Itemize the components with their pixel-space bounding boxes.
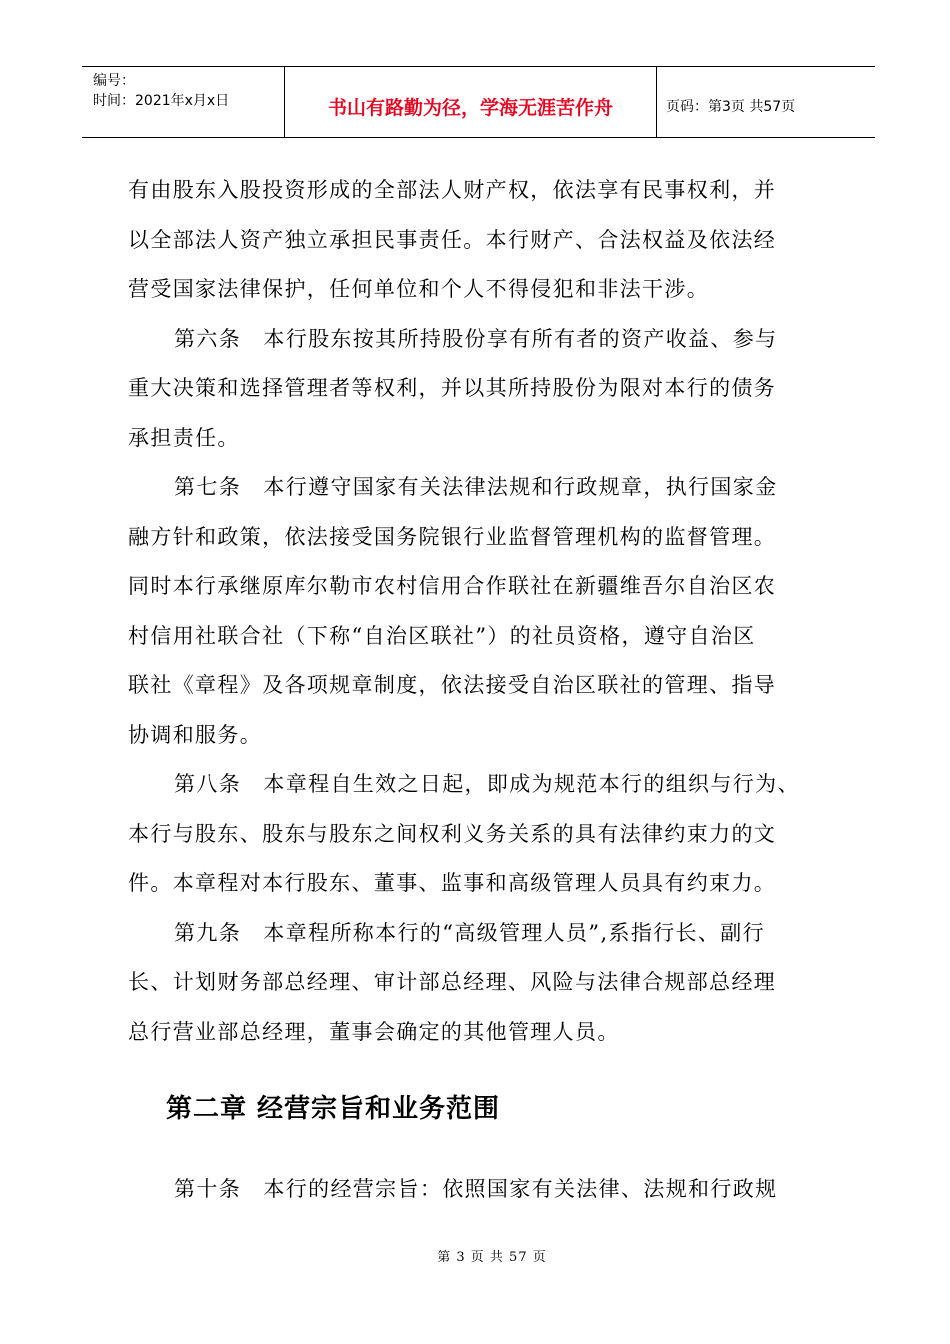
header-motto: 书山有路勤为径，学海无涯苦作舟: [285, 67, 657, 137]
body-line: 联社《章程》及各项规章制度，依法接受自治区联社的管理、指导: [128, 673, 777, 697]
body-line: 融方针和政策，依法接受国务院银行业监督管理机构的监督管理。: [128, 524, 777, 549]
body-line: 总行营业部总经理，董事会确定的其他管理人员。: [128, 1019, 620, 1044]
time-label: 时间：2021年x月x日: [93, 93, 230, 109]
article-9-start: 第九条 本章程所称本行的“高级管理人员”,系指行长、副行: [174, 920, 765, 945]
body-line: 营受国家法律保护，任何单位和个人不得侵犯和非法干涉。: [128, 277, 710, 301]
article-8-start: 第八条 本章程自生效之日起，即成为规范本行的组织与行为、: [174, 772, 800, 796]
serial-label: 编号：: [93, 73, 135, 89]
body-line: 件。本章程对本行股东、董事、监事和高级管理人员具有约束力。: [128, 871, 777, 895]
page-header: [82, 66, 875, 138]
body-line: 重大决策和选择管理者等权利，并以其所持股份为限对本行的债务: [128, 376, 777, 400]
article-10-start: 第十条 本行的经营宗旨：依照国家有关法律、法规和行政规: [174, 1177, 778, 1201]
body-line: 协调和服务。: [128, 722, 263, 747]
body-line: 长、计划财务部总经理、审计部总经理、风险与法律合规部总经理: [128, 970, 777, 994]
body-line: 承担责任。: [128, 425, 240, 450]
body-line: 同时本行承继原库尔勒市农村信用合作联社在新疆维吾尔自治区农: [128, 574, 777, 598]
chapter-heading: 第二章 经营宗旨和业务范围: [166, 1094, 501, 1124]
header-meta: [82, 67, 285, 137]
article-6-start: 第六条 本行股东按其所持股份享有所有者的资产收益、参与: [174, 326, 778, 351]
header-page-info: 页码：第3页 共57页: [666, 99, 796, 115]
body-line: 有由股东入股投资形成的全部法人财产权，依法享有民事权利，并: [128, 178, 777, 202]
document-body: [128, 166, 848, 1057]
body-line: 村信用社联合社（下称“自治区联社”）的社员资格，遵守自治区: [128, 623, 756, 648]
article-7-start: 第七条 本行遵守国家有关法律法规和行政规章，执行国家金: [174, 475, 778, 499]
page-footer: 第 3 页 共 57 页: [437, 1250, 547, 1265]
body-line: 以全部法人资产独立承担民事责任。本行财产、合法权益及依法经: [128, 227, 777, 252]
body-line: 本行与股东、股东与股东之间权利义务关系的具有法律约束力的文: [128, 821, 777, 846]
